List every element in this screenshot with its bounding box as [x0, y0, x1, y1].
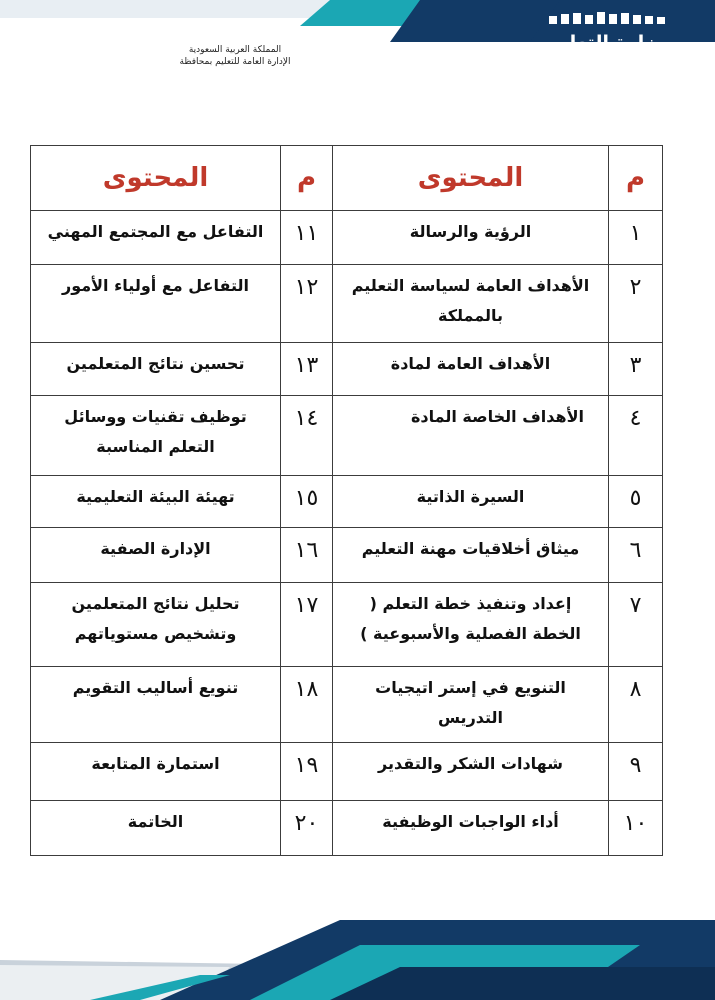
table-row — [31, 343, 663, 396]
row-number: ٣ — [609, 343, 663, 396]
table-header-row — [31, 146, 663, 211]
table-row — [31, 476, 663, 528]
table-row — [31, 743, 663, 801]
row-number: ١٢ — [281, 265, 333, 343]
row-number: ١٨ — [281, 667, 333, 743]
row-number: ٦ — [609, 528, 663, 583]
row-content: تنويع أساليب التقويم — [31, 667, 281, 743]
page-header — [160, 44, 310, 68]
row-number: ٢ — [609, 265, 663, 343]
table-row — [31, 265, 663, 343]
row-content: شهادات الشكر والتقدير — [333, 743, 609, 801]
row-number: ١ — [609, 211, 663, 265]
row-content: التفاعل مع أولياء الأمور — [31, 265, 281, 343]
row-number: ٧ — [609, 583, 663, 667]
row-content: السيرة الذاتية — [333, 476, 609, 528]
row-content: تحسين نتائج المتعلمين — [31, 343, 281, 396]
row-number: ١٠ — [609, 801, 663, 856]
row-content: تهيئة البيئة التعليمية — [31, 476, 281, 528]
table-row — [31, 211, 663, 265]
row-content: إعداد وتنفيذ خطة التعلم ( الخطة الفصلية والأسبوعية ) — [333, 583, 609, 667]
logo-arabic-text: وزارة التعليم — [546, 32, 667, 54]
header-content-2: المحتوى — [31, 146, 281, 211]
row-content: الأهداف العامة لسياسة التعليم بالمملكة — [333, 265, 609, 343]
table-row — [31, 528, 663, 583]
table-row — [31, 583, 663, 667]
row-content: استمارة المتابعة — [31, 743, 281, 801]
row-number: ١٧ — [281, 583, 333, 667]
row-number: ١٣ — [281, 343, 333, 396]
row-content: الأهداف الخاصة المادة — [333, 396, 609, 476]
table-row — [31, 667, 663, 743]
table-row — [31, 801, 663, 856]
row-content: الإدارة الصفية — [31, 528, 281, 583]
row-number: ٤ — [609, 396, 663, 476]
row-number: ١٦ — [281, 528, 333, 583]
row-content: ميثاق أخلاقيات مهنة التعليم — [333, 528, 609, 583]
row-number: ١٩ — [281, 743, 333, 801]
table-row — [31, 396, 663, 476]
row-number: ١٥ — [281, 476, 333, 528]
row-number: ٢٠ — [281, 801, 333, 856]
row-content: الأهداف العامة لمادة — [333, 343, 609, 396]
row-content: الخاتمة — [31, 801, 281, 856]
header-country: المملكة العربية السعودية — [188, 45, 282, 55]
row-number: ٥ — [609, 476, 663, 528]
row-content: تحليل نتائج المتعلمين وتشخيص مستوياتهم — [31, 583, 281, 667]
logo-english-text: Ministry of Education — [572, 54, 667, 64]
row-content: الرؤية والرسالة — [333, 211, 609, 265]
logo-dots-icon — [547, 10, 667, 30]
contents-table — [30, 145, 663, 856]
header-num-1: م — [609, 146, 663, 211]
row-number: ١١ — [281, 211, 333, 265]
header-content-1: المحتوى — [333, 146, 609, 211]
header-department: الإدارة العامة للتعليم بمحافظة — [179, 57, 291, 67]
row-number: ٨ — [609, 667, 663, 743]
row-content: التفاعل مع المجتمع المهني — [31, 211, 281, 265]
row-content: توظيف تقنيات ووسائل التعلم المناسبة — [31, 396, 281, 476]
row-content: أداء الواجبات الوظيفية — [333, 801, 609, 856]
row-number: ١٤ — [281, 396, 333, 476]
row-number: ٩ — [609, 743, 663, 801]
header-num-2: م — [281, 146, 333, 211]
bottom-decorative-band — [0, 905, 715, 1000]
ministry-logo — [537, 10, 667, 64]
row-content: التنويع في إستر اتيجيات التدريس — [333, 667, 609, 743]
